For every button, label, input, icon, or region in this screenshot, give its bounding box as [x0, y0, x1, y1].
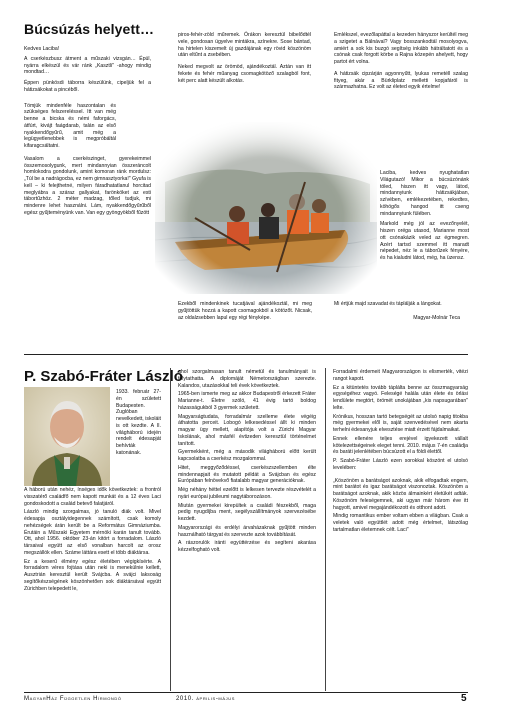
paragraph: A hátizsák cipzárján agyonnyűtt, lyukas remetéll szalag fityeg, akár a Bürkliplatz melletti kopjafáról is származhatna. Ez volt az életed egyik értelme! [334, 70, 468, 91]
article2-col2 [178, 369, 316, 554]
quote-paragraph: „Köszönöm a barátságot azoknak, akik elfogadtak engem, mint barátot és igaz barátságot viszonoztak. Köszönöm a barátságot azoknak, akik közös álmainkért életükét adták. Köszönöm feleségemnek, aki ugyan már három éve itt hagyott, amivel megajándékozott és otthont adott. [333, 477, 468, 511]
paragraph: A háború után nehéz, ínséges idők következtek: a frontról visszatérő családfő nem kapott munkát és a 12 éves Laci gondoskodott a család betevő falatjáról. [24, 487, 161, 507]
paragraph: piros-fehér-zöld műremek. Órákon keresztül bibelődtél vele, gondosan ügyelve mintákra, színekre. Sose bántad, ha hirtelen kiszemelt új gazdájának egy rövid köszönöm után eltűnt a zsebében. [178, 32, 311, 59]
article1-col2-end [178, 301, 312, 321]
paragraph: Még néhány héttel ezelőtt is lelkesen tervezte részvételét a nyári európai jubileumi nagytáborozáson. [178, 487, 316, 500]
article1-col3-end [334, 301, 468, 322]
paragraph: Éppen pünkösdi táborra készülünk, cipeljük fel a hátizsákokat a pincéből. [24, 80, 151, 93]
portrait-image [24, 387, 110, 486]
column-rule [325, 368, 326, 691]
paragraph: ahol szorgalmasan tanult németül és tanulmányait is folytathatta. A diplomáját Németországban szerezte. Kalandos, utazásokkal teli évek következtek. [178, 369, 316, 389]
paragraph: Neked megvolt az örömöd, ajándékoztál. Aztán van itt fekete és fehér műanyag csomagkötöző szalagból font, két perc alatt készült alkotás. [178, 64, 311, 84]
footer-rule [24, 692, 468, 693]
paragraph: Kedves Laciba! [24, 46, 60, 52]
paragraph: Markold még jól az evezőnyelét, hiszen oréga utasod, Marianne most ott csónakázik veled az égmegren. Azért tartsd szemmel itt maradt népedet, néz le a táborűzek fényére, és ha kialudni látod, még, ha üzensz. [380, 221, 469, 261]
article1-col3-lower [380, 170, 469, 262]
birth-info: 1933. február 27-én született Budapesten. Zuglóban nevelkedett, iskoláit is ott kezdte. A II. világháború idején rendelt édesapját behívták katonának. [116, 389, 161, 456]
portrait-photo [24, 387, 110, 486]
paragraph: A rászorulók iránti együttérzése és segíteni akarása kézzelfogható volt. [178, 540, 316, 553]
column-rule [170, 368, 171, 691]
article1-col2 [178, 32, 311, 84]
article-title-bucsuzas: Búcsúzás helyett… [24, 21, 155, 37]
paragraph: Ennek ellenére teljes erejével igyekezett vállalt kötelezettségeinek eleget tenni. 2010. május 7-én családja és baráti jelenlétében búcsúzott el a földi élettől. [333, 435, 468, 456]
paragraph: Gyermekként, még a második világháború előtt került kapcsolatba a cserkész mozgalommal. [178, 449, 316, 462]
paragraph: Ez a keserű élmény egész életében végigkísérte. A forradalom véres fojtása után neki is menekülnie kellett, Ausztrián keresztül került Svájcba. A svájci laksoság segítőkészségének köszönhetően sok diáktársával együtt Zürichben telepedett le, [24, 558, 161, 592]
paragraph: László mindig szorgalmas, jó tanuló diák volt. Mivel édesapja osztályidegennek számított, csak komoly nehézségek árán került be a Református Gimnáziumba. Érutáin a Műszaki Egyetem mérnöki karán tanult tovább. Ott, ahol 1956. október 23-án kitört a forradalom. László társaival együtt az első vonalban harcolt az orosz megszállók ellen. Száme láttára esett el több diáktársa. [24, 509, 161, 556]
paragraph: Miután gyermekei kirepültek a családi fészekből, maga pedig nyugdíjba ment, segélyszállítmányok szervezésébe kezdett. [178, 502, 316, 522]
paragraph: Mi értjük majd szavadat és táplálják a lángokat. [334, 301, 442, 307]
article1-col3 [334, 32, 468, 91]
footer-publication: MagyarHáz Független Hírmondó [24, 696, 122, 702]
article-divider [24, 354, 468, 355]
paragraph: Emlékszel, evezőlapáttal a kezeden hányszor kerültél meg a szigetet a Bálnával? Vagy bosszankodtál mosolyogva, amiért a sok kis buzgó segítség inkább hátráltatott és a csónak csak forgott körbe a Rajna közepén ahelyett, hogy partot ért volna. [334, 32, 468, 65]
quote-paragraph: Mindig romantikus ember voltam ebben a világban. Csak a veletek való együttlét adott még értelmet, látszólag tartalmatlan életemnek célt. Laci" [333, 513, 468, 533]
footer-date: 2010. április-május [176, 696, 235, 702]
canoe-photo-image [155, 122, 377, 294]
paragraph: Tömjük mindenféle haszontalan és szükséges felszereléssel. Itt van még benne a bicska és némi faforgács, átfúrt, kivájt faágdarab, talán az első nyakkendőgyűrű, amit még a legügyetlenebbek is megpróbáltál kifaragcsáltatni. [24, 102, 116, 149]
page-number: 5 [461, 693, 467, 704]
paragraph: Vasalom a cserkészinget, gyerekeimmel összemosolygunk, mert mindannyian összeráncolt homlokodra gondolunk, amint komoran ránk mordulsz: „Túl be a nadrágocba, ez nem gimnasztyorka!" Gyufa is kell – ki felejthetné, milyen fáradhatatlanul horcitad meglyábra a száraz gallyakat, farönköket az esti tábortűzhöz. 2 méter madzag, tőled tudjuk, mi mindenre lehet használni. Lám, nyakkendőgyűrűből egész gyűjteményünk van. Van egy gyöngyökből fűzött [24, 155, 151, 216]
paragraph: Ezekből mindenkinek tucatjával ajándékoztál, mi meg gyűjtöttük hozzá a kapott csomagokból a kötözőt. Nicsak, az oldalzsebben lapul egy régi fényképe. [178, 301, 312, 321]
article2-col1 [24, 487, 161, 592]
paragraph: Laciba, kedves nyughatatlan Világutazó! Mikor a búcsúzónánk töled, hiszen itt vagy, látod, mindannyiunk hátizsákjában, szívében, emlékezetében, rekedtes, köhögős hangod itt cseng mindannyiunk fülében. [380, 170, 469, 217]
canoe-photo [155, 122, 377, 294]
paragraph: Ez a kitüntetés tovább táplálta benne az összmagyarság egységéhez vagyó. Feleségé halála után élete és örlási lendülete megtört, örömét unokájában „kis napsugarában" lelte. [333, 384, 468, 411]
article2-col3 [333, 369, 468, 534]
paragraph: Magyarországi és erdélyi árvaházaknak gyűjtött minden használható tárgyat és szervezte azok továbbítását. [178, 524, 316, 538]
paragraph: Magyarságtudata, forradalmár szelleme élete végéig áthatotta perceit. Lobogó lelkesedéssel állt ki minden magyar ügy mellett, alapítója volt a Zürichi Magyar Iskolának, ahol másfél évtizeden keresztül történelmet tanított. [178, 413, 316, 447]
article-title-szabo-frater: P. Szabó-Fráter László [24, 368, 183, 385]
paragraph: Hitet, meggyőződéssel, cserkészszellemben élte mindennapjait és mutatott példát a Svájcban és egész Európában felnövekvő fiatalabb magyar generációknak. [178, 464, 316, 485]
paragraph: 1965-ben ismerte meg az akkor Budapestről érkezett Fráter Marianne-t. Életre szóló, 41 évig tartó boldog házasságukból 3 gyermek született. [178, 391, 316, 411]
paragraph: P. Szabó-Fráter László ezen sorokkal köszönt el utolsó levelében: [333, 458, 468, 471]
article1-col1 [24, 46, 151, 217]
signature: Magyar-Molnár Teca [413, 314, 460, 321]
paragraph: A cserkészbusz átment a műszaki vizsgán… Épül, nyárra elkészül és vár ránk „Kasztli" -ahogy mindig mondtad… [24, 55, 151, 76]
paragraph: Krónikus, hosszan tartó betegségét az utolsó napig titokba még gyermekei elől is, saját szenvedésével nem akarta terhelni édesanyjuk elvesztése miatt érzett fájdalmaikat. [333, 413, 468, 433]
paragraph: Forradalmi érdemeit Magyarországon is elismerték, vitézi rangot kapott. [333, 369, 468, 382]
